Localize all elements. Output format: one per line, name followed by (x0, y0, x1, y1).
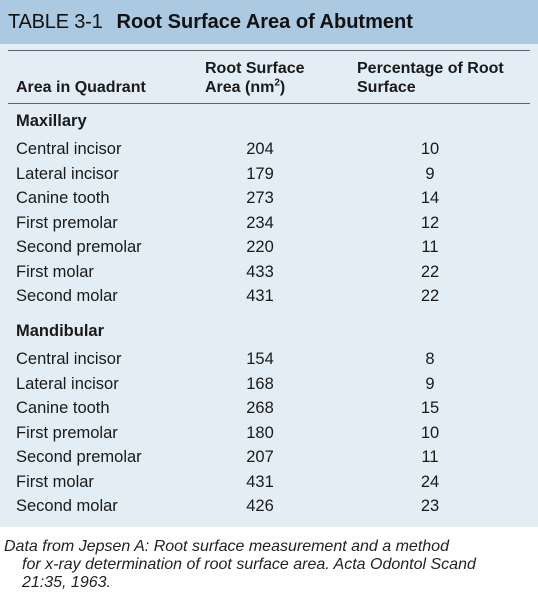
root-surface-area: 179 (246, 164, 274, 183)
tooth-name: Second molar (16, 287, 118, 305)
col-header-root-line1: Root Surface (205, 60, 305, 77)
root-surface-area: 204 (246, 140, 274, 158)
section-heading: Mandibular (16, 322, 105, 340)
tooth-name: Canine tooth (16, 399, 110, 417)
root-surface-percentage: 22 (420, 262, 440, 281)
tooth-name: First molar (16, 262, 94, 281)
root-surface-area: 273 (246, 189, 274, 207)
tooth-name: First premolar (16, 213, 118, 232)
tooth-name: Second premolar (16, 238, 142, 256)
col-header-area: Area in Quadrant (16, 79, 146, 96)
tooth-name: First molar (16, 472, 94, 491)
table-footnote (4, 538, 534, 592)
root-surface-area: 234 (246, 213, 274, 232)
root-surface-area: 431 (246, 472, 274, 491)
col-header-pct-line2: Surface (357, 79, 416, 96)
root-surface-percentage: 11 (421, 448, 439, 466)
root-surface-area: 268 (246, 399, 274, 417)
root-surface-area: 220 (246, 238, 274, 256)
tooth-name: Second molar (16, 497, 118, 515)
root-surface-percentage: 22 (420, 287, 440, 305)
root-surface-area: 426 (246, 497, 274, 515)
tooth-name: Central incisor (16, 350, 122, 368)
top-rule (8, 50, 530, 51)
col-header-percentage (357, 59, 504, 97)
root-surface-percentage: 24 (420, 472, 440, 491)
footnote-line-1: Data from Jepsen A: Root surface measurement and a method (4, 538, 449, 555)
root-surface-area: 180 (246, 423, 274, 442)
root-surface-percentage: 14 (420, 189, 440, 207)
table-body (0, 44, 538, 527)
root-surface-percentage: 15 (420, 399, 440, 417)
section-heading: Maxillary (16, 112, 87, 130)
root-surface-area: 168 (246, 374, 274, 393)
root-surface-area: 207 (246, 448, 274, 466)
root-surface-area: 154 (246, 350, 274, 368)
tooth-name: Canine tooth (16, 189, 110, 207)
root-surface-percentage: 10 (420, 423, 440, 442)
footnote-line-2: for x-ray determination of root surface area. Acta Odontol Scand (22, 556, 476, 573)
tooth-name: Lateral incisor (16, 374, 119, 393)
root-surface-percentage: 9 (425, 164, 435, 183)
root-surface-percentage: 11 (421, 238, 439, 256)
col-header-root-line2: Area $(nm^2)$ (205, 77, 286, 96)
footnote-line-3: 21:35, 1963. (22, 574, 111, 591)
root-surface-percentage: 10 (420, 140, 440, 158)
tooth-name: Central incisor (16, 140, 122, 158)
root-surface-area: 431 (246, 287, 274, 305)
root-surface-area: 433 (246, 262, 274, 281)
col-header-pct-line1: Percentage of Root (357, 60, 504, 77)
tooth-name: First premolar (16, 423, 118, 442)
table-number: TABLE 3-1 (8, 10, 103, 33)
tooth-name: Second premolar (16, 448, 142, 466)
tooth-name: Lateral incisor (16, 164, 119, 183)
table-title: Root Surface Area of Abutment (116, 10, 413, 33)
col-header-root-surface (205, 59, 305, 97)
root-surface-percentage: 12 (420, 213, 440, 232)
root-surface-percentage: 8 (425, 350, 435, 368)
root-surface-percentage: 23 (420, 497, 440, 515)
root-surface-percentage: 9 (425, 374, 435, 393)
table-header-bar (0, 0, 538, 44)
header-rule (8, 103, 530, 104)
